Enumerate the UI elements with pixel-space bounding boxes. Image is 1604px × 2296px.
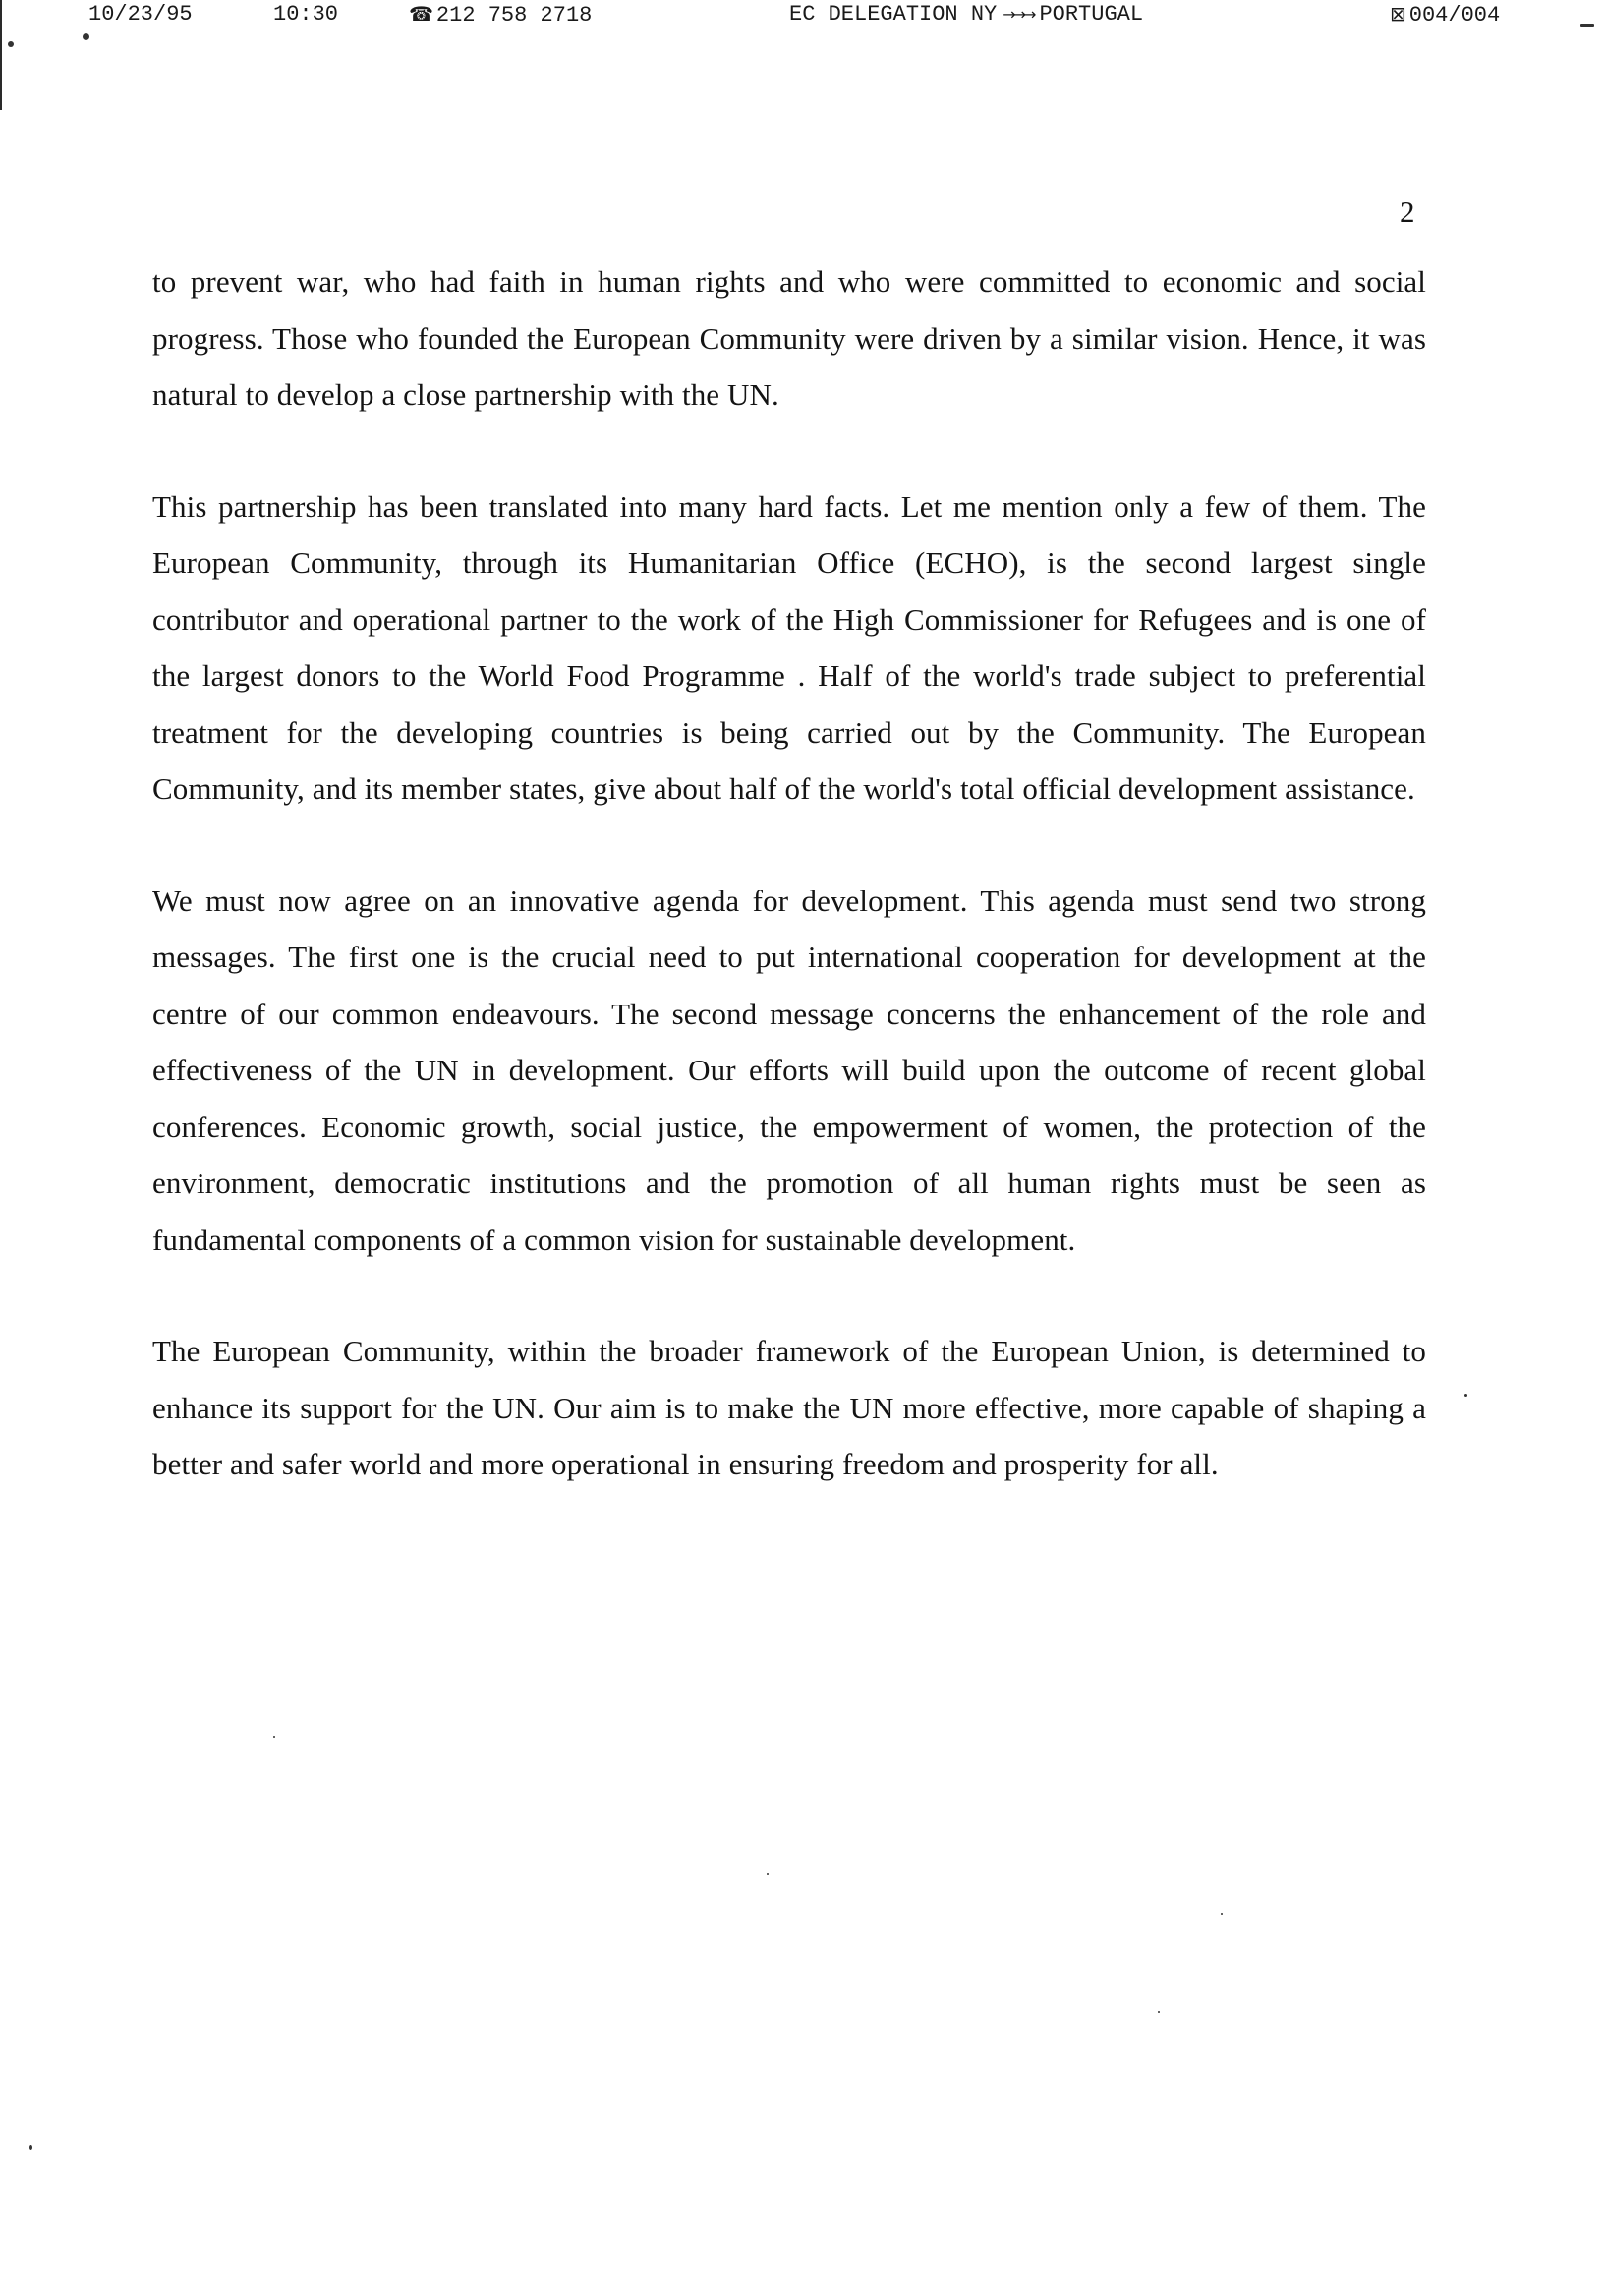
fax-phone	[409, 2, 592, 28]
fax-page-count: 004/004	[1408, 3, 1501, 28]
fax-route	[789, 2, 1143, 27]
fax-time: 10:30	[273, 2, 339, 27]
scan-speck	[767, 1873, 769, 1875]
paragraph-un-vision: to prevent war, who had faith in human rights and who were committed to economic and social progress. Those who founded the European Community were driven by a similar vision. Hence, it was natural to develop a close partnership with the UN.	[152, 264, 1426, 412]
fax-route-from: EC DELEGATION NY	[789, 2, 998, 27]
scan-speck	[1158, 2011, 1160, 2013]
scan-speck	[273, 1736, 275, 1738]
fax-page-icon: ⊠	[1390, 2, 1406, 26]
fax-date: 10/23/95	[88, 2, 193, 27]
scan-speck	[1221, 1913, 1223, 1915]
route-arrows: →→→	[1002, 5, 1034, 24]
paragraph-partnership-facts: This partnership has been translated into many hard facts. Let me mention only a few of them. The European Community, through its Humanitarian Office (ECHO), is the second largest single contributor and operational partner to the work of the High Commissioner for Refugees and is one of the largest donors to the World Food Programme . Half of the world's trade subject to preferential treatment for the developing countries is being carried out by the Community. The European Community, and its member states, give about half of the world's total official development assistance.	[152, 488, 1426, 806]
paragraph-eu-support: The European Community, within the broader framework of the European Union, is determined to enhance its support for the UN. Our aim is to make the UN more effective, more capable of shaping a better and safer world and more operational in ensuring freedom and prosperity for all.	[152, 1334, 1426, 1481]
fax-page-counter	[1390, 2, 1500, 28]
fax-phone-number: 212 758 2718	[435, 3, 593, 28]
document-body	[152, 254, 1426, 1548]
scan-speck	[8, 41, 14, 47]
scan-speck	[29, 2145, 32, 2150]
paragraph-development-agenda: We must now agree on an innovative agenda for development. This agenda must send two strong messages. The first one is the crucial need to put international cooperation for development at the centre of our common endeavours. The second message concerns the enhancement of the role and effectiveness of the UN in development. Our efforts will build upon the outcome of recent global conferences. Economic growth, social justice, the empowerment of women, the protection of the environment, democratic institutions and the promotion of all human rights must be seen as fundamental components of a common vision for sustainable development.	[152, 883, 1426, 1257]
scan-speck	[1464, 1394, 1467, 1397]
scan-speck	[1580, 24, 1594, 27]
page-number: 2	[1400, 195, 1415, 229]
telephone-icon: ☎	[409, 2, 433, 26]
fax-transmission-header	[0, 0, 1604, 39]
scan-speck	[83, 33, 89, 40]
fax-route-to: PORTUGAL	[1039, 2, 1144, 27]
